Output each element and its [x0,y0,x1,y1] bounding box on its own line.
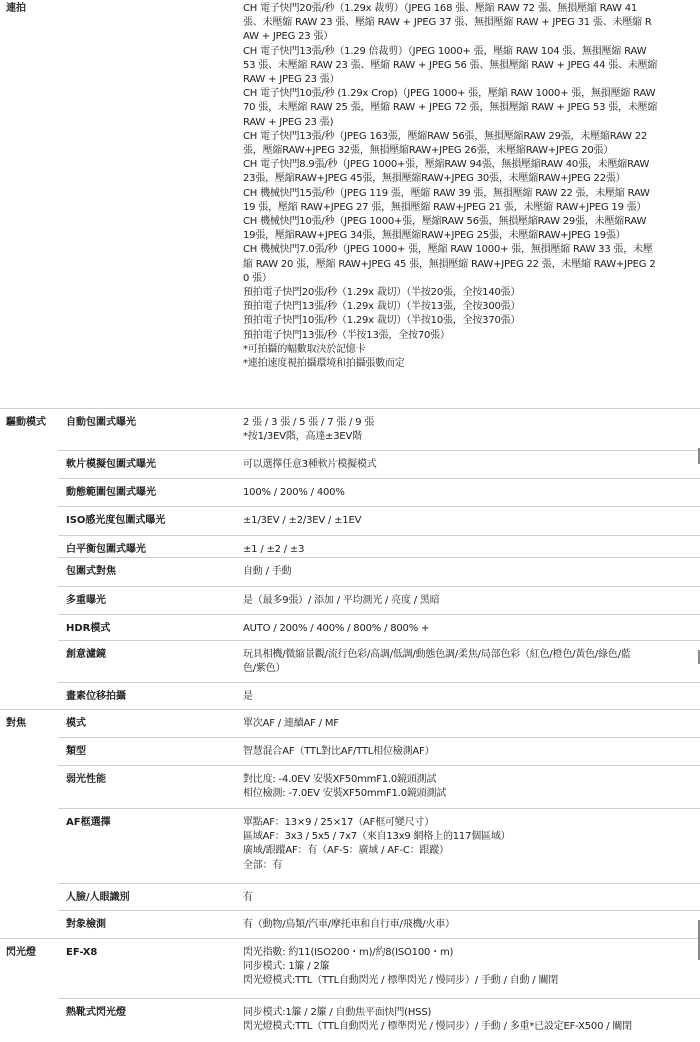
spec-value [243,594,691,608]
item-label: HDR模式 [66,623,111,634]
row-separator [0,709,700,710]
spec-value-line: CH 電子快門13張/秒（JPEG 163張，壓縮RAW 56張，無損壓縮RAW 29張，未壓縮RAW 22 [243,130,648,142]
spec-value [243,717,691,731]
spec-value-line: 智慧混合AF（TTL對比AF/TTL相位檢測AF） [243,746,435,757]
row-separator [58,478,700,479]
spec-value-line: 全部：有 [243,859,283,871]
spec-value-line: 2 張 / 3 張 / 5 張 / 7 張 / 9 張 [243,417,375,428]
spec-value-line: 廣域/跟蹤AF：有（AF-S：廣域 / AF-C：跟蹤） [243,845,449,857]
spec-value-line: 區域AF：3x3 / 5x5 / 7x7（來自13x9 網格上的117個區域） [243,831,511,843]
spec-value-line: 100% / 200% / 400% [243,487,345,498]
spec-value-line: 0 張） [243,272,272,284]
spec-value-line: 預拍電子快門10張/秒（1.29x 裁切）（半按10張，全按370張） [243,315,521,327]
spec-value-line: ±1/3EV / ±2/3EV / ±1EV [243,515,362,526]
spec-value-line: CH 電子快門10張/秒 (1.29x Crop)（JPEG 1000+ 張，壓縮 RAW 1000+ 張，無損壓縮 RAW [243,88,656,100]
spec-value [243,1006,691,1034]
spec-value-line: 閃光燈模式:TTL（TTL自動閃光 / 標準閃光 / 慢同步）/ 手動 / 自動 / 關閉 [243,975,559,987]
spec-value-line: 對比度: -4.0EV 安裝XF50mmF1.0鏡頭測試 [243,774,437,785]
spec-value-line: 相位檢測: -7.0EV 安裝XF50mmF1.0鏡頭測試 [243,788,447,800]
spec-value [243,514,691,528]
spec-value [243,416,691,444]
spec-value-line: CH 機械快門7.0張/秒（JPEG 1000+ 張，壓縮 RAW 1000+ 張，無損壓縮 RAW 33 張，未壓 [243,244,653,256]
row-separator [58,506,700,507]
spec-value-line: 有（動物/鳥類/汽車/摩托車和自行車/飛機/火車） [243,919,455,930]
item-label: EF-X8 [66,947,98,958]
spec-value-line: *連拍速度視拍攝環境和拍攝張數而定 [243,358,405,370]
item-label: 自動包圍式曝光 [66,417,136,428]
category-label: 驅動模式 [6,417,46,428]
spec-value-line: 有 [243,892,253,903]
spec-value [243,648,691,676]
item-label: 軟片模擬包圍式曝光 [66,459,156,470]
spec-value [243,543,691,557]
spec-value-line: 70 張，未壓縮 RAW 25 張，壓縮 RAW + JPEG 72 張，無損壓縮 RAW + JPEG 53 張，未壓縮 [243,102,658,114]
row-separator [58,682,700,683]
row-separator [58,557,700,558]
row-separator [58,535,700,536]
row-separator [58,450,700,451]
row-separator [58,910,700,911]
spec-value-line: CH 機械快門10張/秒（JPEG 1000+張，壓縮RAW 56張，無損壓縮RAW 29張，未壓縮RAW [243,216,647,228]
spec-value-line: 縮 RAW 20 張，壓縮 RAW+JPEG 45 張，無損壓縮 RAW+JPEG 22 張，未壓縮 RAW+JPEG 2 [243,258,656,270]
spec-value-line: AUTO / 200% / 400% / 800% / 800% + [243,623,430,634]
item-label: 創意濾鏡 [66,649,106,660]
spec-value-line: 是 [243,691,253,702]
spec-value [243,816,691,873]
spec-value-line: 色/紫色） [243,663,286,675]
row-separator [58,586,700,587]
spec-value [243,946,691,989]
category-label: 閃光燈 [6,947,36,958]
spec-value-line: 玩具相機/微縮景觀/流行色彩/高調/低調/動態色調/柔焦/局部色彩（紅色/橙色/黃色/綠色/藍 [243,649,631,660]
spec-value [243,773,691,801]
spec-value-line: 19 張，壓縮 RAW+JPEG 27 張，無損壓縮 RAW+JPEG 21 張，未壓縮 RAW+JPEG 19 張） [243,201,647,213]
spec-value-line: 張，壓縮RAW+JPEG 32張，無損壓縮RAW+JPEG 26張，未壓縮RAW+JPEG 20張） [243,145,614,157]
item-label: AF框選擇 [66,817,111,828]
spec-value-line: *可拍攝的幅數取決於記憶卡 [243,343,366,355]
spec-value [243,745,691,759]
spec-value-line: 閃光燈模式:TTL（TTL自動閃光 / 標準閃光 / 慢同步）/ 手動 / 多重*已設定EF-X500 / 關閉 [243,1021,632,1033]
spec-value [243,690,691,704]
spec-value-line: 同步模式: 1簾 / 2簾 [243,961,330,973]
category-label: 連拍 [6,3,26,14]
spec-value-line: 單次AF / 連續AF / MF [243,718,339,729]
item-label: 模式 [66,718,86,729]
spec-value-line: 預拍電子快門20張/秒（1.29x 裁切）（半按20張，全按140張） [243,287,521,299]
spec-value [243,486,691,500]
spec-value-line: ±1 / ±2 / ±3 [243,544,305,555]
category-label: 對焦 [6,718,26,729]
spec-value-line: RAW + JPEG 23 張） [243,74,340,86]
spec-value-line: RAW + JPEG 23 張) [243,116,334,128]
spec-value [243,918,691,932]
row-separator [58,765,700,766]
row-separator [58,737,700,738]
item-label: 白平衡包圍式曝光 [66,544,146,555]
row-separator [0,408,700,409]
spec-value-line: CH 電子快門13張/秒（1.29 倍裁剪）（JPEG 1000+ 張，壓縮 RAW 104 張、無損壓縮 RAW [243,45,647,57]
spec-value-line: 閃光指數: 約11(ISO200・m)/約8(ISO100・m) [243,947,454,958]
spec-value [243,622,691,636]
item-label: 弱光性能 [66,774,106,785]
spec-value-line: 預拍電子快門13張/秒（半按13張，全按70張） [243,329,450,341]
spec-value [243,891,691,905]
item-label: ISO感光度包圍式曝光 [66,515,166,526]
spec-value [243,565,691,579]
item-label: 熱靴式閃光燈 [66,1007,126,1018]
row-separator [58,883,700,884]
row-separator [58,640,700,641]
spec-value-line: 張、未壓縮 RAW 23 張、壓縮 RAW + JPEG 37 張、無損壓縮 RAW + JPEG 31 張、未壓縮 R [243,17,652,29]
spec-value-line: 53 張、未壓縮 RAW 23 張、壓縮 RAW + JPEG 56 張、無損壓縮 RAW + JPEG 44 張、未壓縮 [243,59,658,71]
item-label: 包圍式對焦 [66,566,116,577]
spec-value-line: CH 電子快門20張/秒（1.29x 裁剪）（JPEG 168 張、壓縮 RAW 72 張、無損壓縮 RAW 41 [243,3,638,14]
spec-value-line: CH 電子快門8.9張/秒（JPEG 1000+張，壓縮RAW 94張，無損壓縮RAW 40張，未壓縮RAW [243,159,650,171]
spec-value-line: *按1/3EV階，高達±3EV階 [243,431,362,443]
item-label: 人臉/人眼識別 [66,892,130,903]
spec-value [243,2,691,371]
item-label: 畫素位移拍攝 [66,691,126,702]
spec-value-line: CH 機械快門15張/秒（JPEG 119 張，壓縮 RAW 39 張，無損壓縮 RAW 22 張，未壓縮 RAW [243,187,650,199]
item-label: 對象檢測 [66,919,106,930]
spec-value-line: 同步模式:1簾 / 2簾 / 自動焦平面快門(HSS) [243,1007,432,1018]
spec-value-line: 可以選擇任意3種軟片模擬模式 [243,459,377,470]
spec-value [243,458,691,472]
item-label: 類型 [66,746,86,757]
row-separator [58,808,700,809]
spec-value-line: 是（最多9張）/ 添加 / 平均測光 / 亮度 / 黑暗 [243,595,440,606]
spec-value-line: 預拍電子快門13張/秒（1.29x 裁切）（半按13張，全按300張） [243,301,521,313]
row-separator [58,998,700,999]
item-label: 多重曝光 [66,595,106,606]
row-separator [58,614,700,615]
spec-value-line: 19張，壓縮RAW+JPEG 34張，無損壓縮RAW+JPEG 25張，未壓縮RAW+JPEG 19張） [243,230,626,242]
spec-value-line: 23張，壓縮RAW+JPEG 45張，無損壓縮RAW+JPEG 30張，未壓縮RAW+JPEG 22張） [243,173,626,185]
spec-value-line: AW + JPEG 23 張） [243,31,334,43]
spec-value-line: 單點AF：13×9 / 25×17（AF框可變尺寸） [243,817,435,828]
spec-value-line: 自動 / 手動 [243,566,292,577]
row-separator [0,938,700,939]
item-label: 動態範圍包圍式曝光 [66,487,156,498]
